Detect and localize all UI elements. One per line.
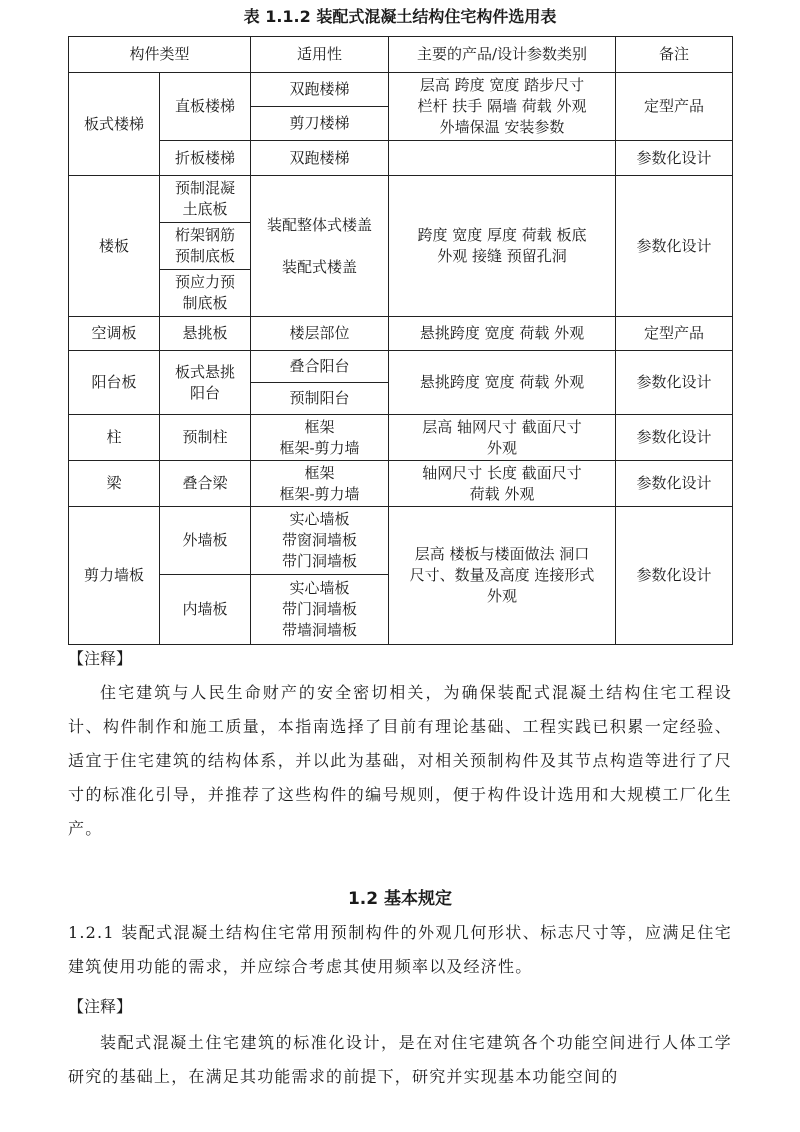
component-selection-table	[68, 36, 733, 645]
cell-note: 参数化设计	[616, 351, 733, 415]
cell-params: 轴网尺寸 长度 截面尺寸 荷载 外观	[389, 461, 616, 507]
cell-params: 跨度 宽度 厚度 荷载 板底 外观 接缝 预留孔洞	[389, 176, 616, 317]
cell-subtype: 外墙板	[160, 507, 251, 575]
table-row	[69, 415, 733, 461]
cell-subtype: 桁架钢筋 预制底板	[160, 223, 251, 270]
cell-subtype: 板式悬挑 阳台	[160, 351, 251, 415]
cell-use: 剪刀楼梯	[251, 107, 389, 141]
cell-note: 参数化设计	[616, 141, 733, 176]
clause-paragraph: 1.2.1 装配式混凝土结构住宅常用预制构件的外观几何形状、标志尺寸等，应满足住宅建筑使用功能的需求，并应综合考虑其使用频率以及经济性。	[68, 923, 732, 976]
table-row	[69, 141, 733, 176]
table-row	[69, 461, 733, 507]
note-paragraph: 住宅建筑与人民生命财产的安全密切相关，为确保装配式混凝土结构住宅工程设计、构件制作和施工质量，本指南选择了目前有理论基础、工程实践已积累一定经验、适宜于住宅建筑的结构体系，并以此为基础，对相关预制构件及其节点构造等进行了尺寸的标准化引导，并推荐了这些构件的编号规则，便于构件设计选用和大规模工厂化生产。	[68, 683, 732, 838]
cell-use: 框架 框架-剪力墙	[251, 461, 389, 507]
cell-use: 装配整体式楼盖 装配式楼盖	[251, 176, 389, 317]
cell-params: 层高 跨度 宽度 踏步尺寸 栏杆 扶手 隔墙 荷载 外观 外墙保温 安装参数	[389, 73, 616, 141]
table-row	[69, 317, 733, 351]
cell-subtype: 叠合梁	[160, 461, 251, 507]
section-title: 1.2 基本规定	[347, 889, 453, 909]
header-component-type: 构件类型	[69, 37, 251, 73]
cell-note: 定型产品	[616, 73, 733, 141]
cell-subtype: 悬挑板	[160, 317, 251, 351]
cell-note: 参数化设计	[616, 415, 733, 461]
cell-use: 叠合阳台	[251, 351, 389, 383]
cell-type: 板式楼梯	[69, 73, 160, 176]
cell-use: 双跑楼梯	[251, 73, 389, 107]
note-heading: 【注释】	[68, 649, 133, 668]
note-heading: 【注释】	[68, 997, 133, 1016]
cell-type: 楼板	[69, 176, 160, 317]
table-row	[69, 507, 733, 575]
cell-type: 梁	[69, 461, 160, 507]
table-caption: 表 1.1.2 装配式混凝土结构住宅构件选用表	[243, 7, 557, 26]
cell-params: 悬挑跨度 宽度 荷载 外观	[389, 351, 616, 415]
note-paragraph: 装配式混凝土住宅建筑的标准化设计，是在对住宅建筑各个功能空间进行人体工学研究的基础上，在满足其功能需求的前提下，研究并实现基本功能空间的	[68, 1033, 732, 1086]
cell-use: 框架 框架-剪力墙	[251, 415, 389, 461]
cell-subtype: 直板楼梯	[160, 73, 251, 141]
cell-use: 双跑楼梯	[251, 141, 389, 176]
table-row	[69, 351, 733, 383]
cell-params: 层高 轴网尺寸 截面尺寸 外观	[389, 415, 616, 461]
table-row	[69, 176, 733, 223]
cell-subtype: 折板楼梯	[160, 141, 251, 176]
cell-use: 实心墙板 带窗洞墙板 带门洞墙板	[251, 507, 389, 575]
cell-note: 参数化设计	[616, 507, 733, 645]
cell-use: 楼层部位	[251, 317, 389, 351]
cell-params: 悬挑跨度 宽度 荷载 外观	[389, 317, 616, 351]
cell-note: 参数化设计	[616, 176, 733, 317]
table-row	[69, 73, 733, 107]
cell-type: 剪力墙板	[69, 507, 160, 645]
cell-subtype: 预制柱	[160, 415, 251, 461]
header-applicability: 适用性	[251, 37, 389, 73]
header-parameters: 主要的产品/设计参数类别	[389, 37, 616, 73]
cell-type: 柱	[69, 415, 160, 461]
cell-use: 预制阳台	[251, 383, 389, 415]
cell-note: 定型产品	[616, 317, 733, 351]
cell-type: 空调板	[69, 317, 160, 351]
cell-params	[389, 141, 616, 176]
cell-subtype: 预应力预 制底板	[160, 270, 251, 317]
cell-use: 实心墙板 带门洞墙板 带墙洞墙板	[251, 575, 389, 645]
cell-note: 参数化设计	[616, 461, 733, 507]
cell-params: 层高 楼板与楼面做法 洞口 尺寸、数量及高度 连接形式 外观	[389, 507, 616, 645]
cell-subtype: 预制混凝 土底板	[160, 176, 251, 223]
cell-type: 阳台板	[69, 351, 160, 415]
table-header-row	[69, 37, 733, 73]
header-remarks: 备注	[616, 37, 733, 73]
cell-subtype: 内墙板	[160, 575, 251, 645]
